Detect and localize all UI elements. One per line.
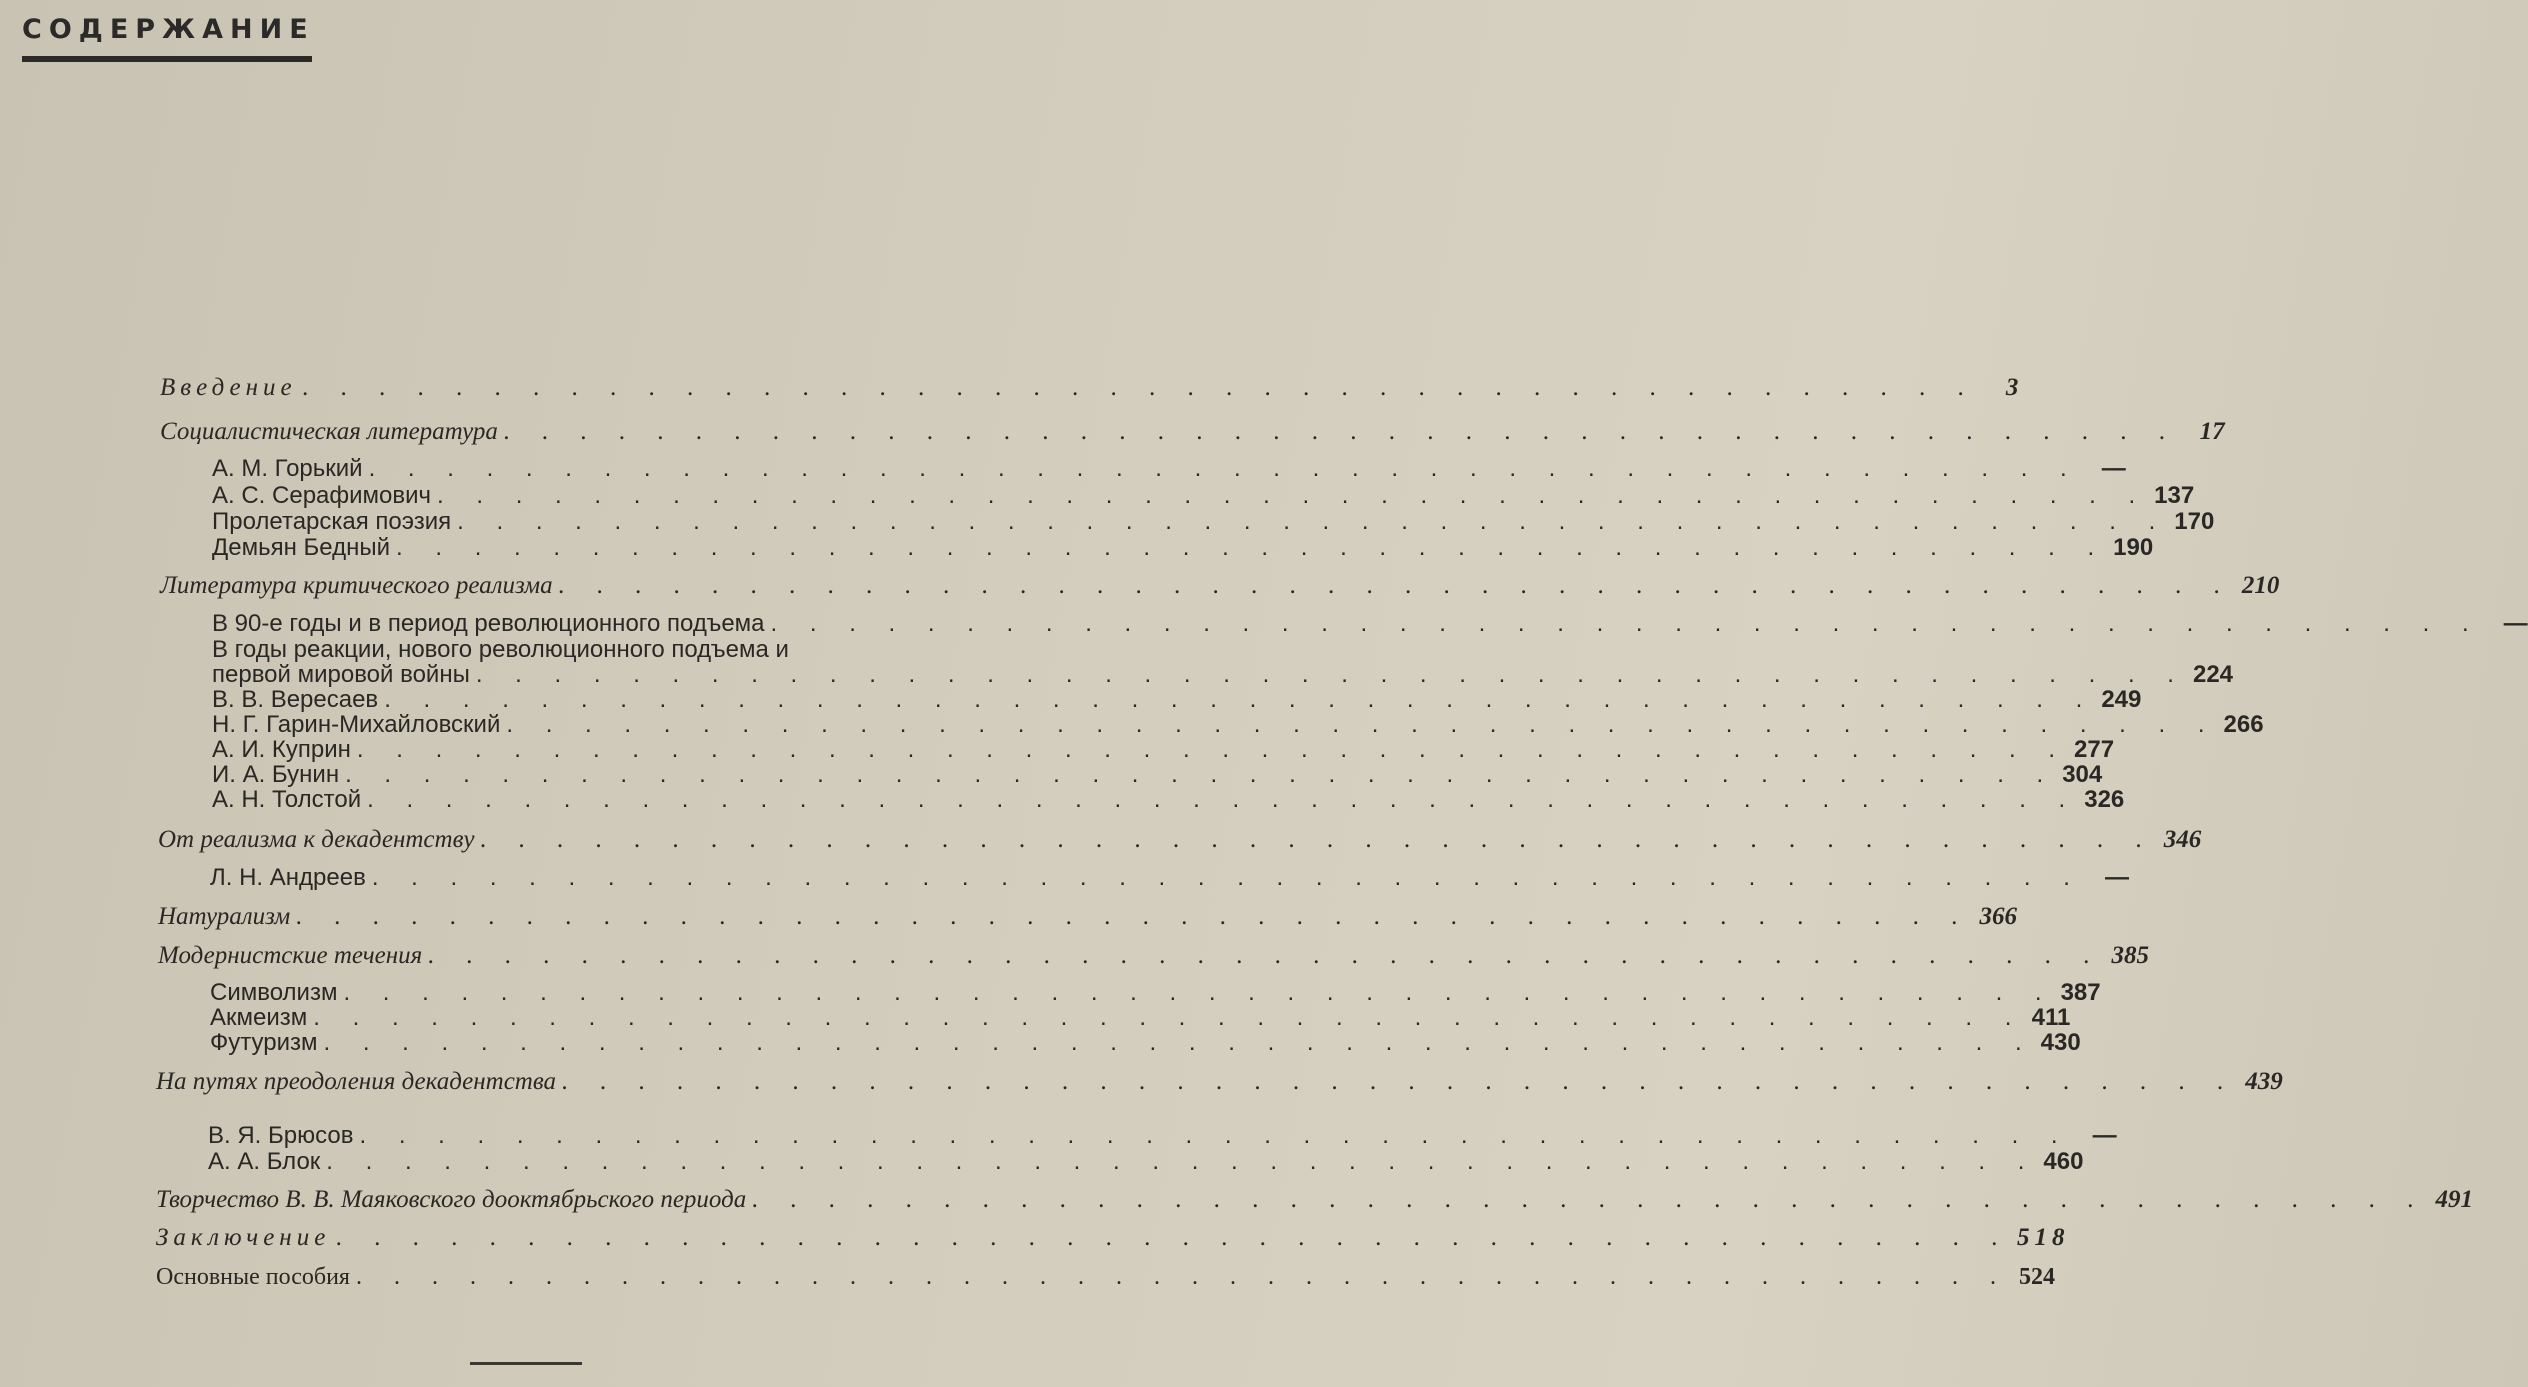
toc-entry-page: 346 <box>2163 826 2202 853</box>
leader-dots: . . . . . . . . . . . . . . . . . . . . . . . . . . . . . . . . . . . . . . . . . . . . <box>384 686 2096 713</box>
toc-entry-label: На путях преодоления декадентства <box>156 1068 557 1095</box>
toc-entry-page: 137 <box>2154 482 2195 509</box>
leader-dots: . . . . . . . . . . . . . . . . . . . . . . . . . . . . . . . . . . . . . . . . . . . . <box>336 1224 2012 1251</box>
toc-entry-main-references[interactable] <box>156 1264 2055 1291</box>
toc-entry-naturalism[interactable] <box>158 903 2017 931</box>
toc-entry-label: Л. Н. Андреев <box>210 864 366 891</box>
toc-entry-label: Натурализм <box>158 903 291 930</box>
toc-entry-label: Демьян Бедный <box>212 534 391 561</box>
leader-dots: . . . . . . . . . . . . . . . . . . . . . . . . . . . . . . . . . . . . . . . . . . . . <box>313 1004 2025 1031</box>
toc-entry-label: Н. Г. Гарин-Михайловский <box>212 711 501 738</box>
leader-dots: . . . . . . . . . . . . . . . . . . . . . . . . . . . . . . . . . . . . . . . . . . . . <box>326 1148 2038 1175</box>
toc-entry-futurism[interactable] <box>210 1029 2081 1057</box>
leader-dots: . . . . . . . . . . . . . . . . . . . . . . . . . . . . . . . . . . . . . . . . . . . . <box>367 786 2079 813</box>
toc-entry-page: 430 <box>2040 1029 2081 1056</box>
toc-entry-introduction[interactable] <box>160 374 2024 402</box>
toc-entry-socialist-literature[interactable] <box>160 418 2225 446</box>
toc-entry-page: 190 <box>2113 534 2154 561</box>
toc-entry-gorky[interactable] <box>212 455 2126 483</box>
toc-entry-page: 3 <box>2005 374 2024 401</box>
leader-dots: . . . . . . . . . . . . . . . . . . . . . . . . . . . . . . . . . . . . . . . . . . . . <box>302 374 1978 401</box>
leader-dots: . . . . . . . . . . . . . . . . . . . . . . . . . . . . . . . . . . . . . . . . . . . . <box>475 661 2187 688</box>
toc-entry-label: И. А. Бунин <box>212 761 340 788</box>
leader-dots: . . . . . . . . . . . . . . . . . . . . . . . . . . . . . . . . . . . . . . . . . . . . <box>428 942 2103 969</box>
toc-entry-label: В. В. Вересаев <box>212 686 379 713</box>
toc-entry-page: 277 <box>2074 736 2115 763</box>
toc-entry-garin-mikhailovsky[interactable] <box>212 711 2264 739</box>
leader-dots: . . . . . . . . . . . . . . . . . . . . . . . . . . . . . . . . . . . . . . . . . . . . <box>503 418 2179 445</box>
toc-entry-page: 385 <box>2111 942 2149 969</box>
toc-entry-overcoming-decadence[interactable] <box>156 1068 2283 1096</box>
leader-dots: . . . . . . . . . . . . . . . . . . . . . . . . . . . . . . . . . . . . . . . . . . . . <box>345 761 2057 788</box>
toc-entry-page: 304 <box>2062 761 2103 788</box>
toc-entry-page: 326 <box>2084 786 2125 813</box>
toc-entry-label: А. С. Серафимович <box>212 482 432 509</box>
toc-entry-page: 411 <box>2031 1004 2071 1031</box>
toc-entry-conclusion[interactable] <box>156 1224 2070 1252</box>
toc-entry-veresaev[interactable] <box>212 686 2142 714</box>
toc-entry-page: 460 <box>2043 1148 2084 1175</box>
toc-entry-page: 17 <box>2199 418 2225 445</box>
toc-entry-blok[interactable] <box>208 1148 2084 1176</box>
leader-dots: . . . . . . . . . . . . . . . . . . . . . . . . . . . . . . . . . . . . . . . . . . . . <box>562 1068 2237 1095</box>
toc-entry-page: — <box>2104 864 2129 891</box>
toc-entry-page: 524 <box>2018 1264 2055 1290</box>
leader-dots: . . . . . . . . . . . . . . . . . . . . . . . . . . . . . . . . . . . . . . . . . . . . <box>396 534 2108 561</box>
toc-entry-label: Пролетарская поэзия <box>212 508 452 535</box>
leader-dots: . . . . . . . . . . . . . . . . . . . . . . . . . . . . . . . . . . . . . . . . . . . . <box>457 508 2169 535</box>
leader-dots: . . . . . . . . . . . . . . . . . . . . . . . . . . . . . . . . . . . . . . . . . . . . <box>355 1264 2009 1290</box>
toc-entry-page: 170 <box>2174 508 2215 535</box>
leader-dots: . . . . . . . . . . . . . . . . . . . . . . . . . . . . . . . . . . . . . . . . . . . . <box>437 482 2149 509</box>
leader-dots: . . . . . . . . . . . . . . . . . . . . . . . . . . . . . . . . . . . . . . . . . . . . <box>343 979 2055 1006</box>
toc-entry-90s[interactable] <box>212 610 2528 638</box>
toc-entry-tolstoy[interactable] <box>212 786 2125 814</box>
leader-dots: . . . . . . . . . . . . . . . . . . . . . . . . . . . . . . . . . . . . . . . . . . . . <box>506 711 2218 738</box>
toc-entry-label: первой мировой войны <box>212 661 470 688</box>
toc-entry-kuprin[interactable] <box>212 736 2115 764</box>
toc-entry-label: Основные пособия <box>156 1264 350 1290</box>
toc-entry-label: Модернистские течения <box>158 942 423 969</box>
page-title: СОДЕРЖАНИЕ <box>22 14 315 45</box>
toc-entry-page: 210 <box>2241 572 2280 599</box>
toc-entry-label: Символизм <box>210 979 338 1006</box>
toc-entry-label: От реализма к декадентству <box>158 826 475 853</box>
toc-entry-mayakovsky[interactable] <box>156 1186 2473 1214</box>
toc-entry-demyan-bedny[interactable] <box>212 534 2154 562</box>
toc-entry-acmeism[interactable] <box>210 1004 2071 1032</box>
toc-entry-reaction-line1: В годы реакции, нового революционного подъема и <box>212 636 789 663</box>
leader-dots: . . . . . . . . . . . . . . . . . . . . . . . . . . . . . . . . . . . . . . . . . . . . <box>368 455 2080 482</box>
toc-entry-page: 439 <box>2245 1068 2283 1095</box>
leader-dots: . . . . . . . . . . . . . . . . . . . . . . . . . . . . . . . . . . . . . . . . . . . . <box>480 826 2156 853</box>
toc-entry-proletarian-poetry[interactable] <box>212 508 2215 536</box>
toc-entry-label: А. И. Куприн <box>212 736 351 763</box>
toc-entry-label: В. Я. Брюсов <box>208 1122 354 1149</box>
toc-entry-label: Акмеизм <box>210 1004 308 1031</box>
bottom-divider <box>470 1362 582 1365</box>
toc-entry-page: 224 <box>2192 661 2234 688</box>
toc-entry-label: Творчество В. В. Маяковского дооктябрьского периода <box>156 1186 747 1213</box>
toc-entry-page: — <box>2092 1122 2117 1149</box>
toc-entry-page: 249 <box>2101 686 2142 713</box>
toc-entry-symbolism[interactable] <box>210 979 2101 1007</box>
toc-entry-page: 518 <box>2017 1224 2070 1251</box>
leader-dots: . . . . . . . . . . . . . . . . . . . . . . . . . . . . . . . . . . . . . . . . . . . . <box>323 1029 2035 1056</box>
toc-entry-andreev[interactable] <box>210 864 2129 892</box>
toc-entry-critical-realism[interactable] <box>160 572 2280 600</box>
toc-entry-page: — <box>2101 455 2126 482</box>
toc-entry-realism-to-decadence[interactable] <box>158 826 2202 854</box>
leader-dots: . . . . . . . . . . . . . . . . . . . . . . . . . . . . . . . . . . . . . . . . . . . . <box>296 903 1971 930</box>
leader-dots: . . . . . . . . . . . . . . . . . . . . . . . . . . . . . . . . . . . . . . . . . . . . <box>752 1186 2427 1213</box>
toc-entry-label: В 90-е годы и в период революционного подъема <box>212 610 765 637</box>
toc-entry-label: А. М. Горький <box>212 455 363 482</box>
toc-entry-bryusov[interactable] <box>208 1122 2117 1150</box>
leader-dots: . . . . . . . . . . . . . . . . . . . . . . . . . . . . . . . . . . . . . . . . . . . . <box>558 572 2234 599</box>
toc-entry-label: Футуризм <box>210 1029 318 1056</box>
toc-entry-page: 387 <box>2060 979 2101 1006</box>
toc-entry-label: А. Н. Толстой <box>212 786 362 813</box>
toc-entry-modernist-trends[interactable] <box>158 942 2149 970</box>
leader-dots: . . . . . . . . . . . . . . . . . . . . . . . . . . . . . . . . . . . . . . . . . . . . <box>371 864 2083 891</box>
toc-entry-label: Заключение <box>156 1224 331 1251</box>
toc-entry-page: 266 <box>2223 711 2264 738</box>
leader-dots: . . . . . . . . . . . . . . . . . . . . . . . . . . . . . . . . . . . . . . . . . . . . <box>359 1122 2071 1149</box>
leader-dots: . . . . . . . . . . . . . . . . . . . . . . . . . . . . . . . . . . . . . . . . . . . . <box>356 736 2069 763</box>
toc-entry-page: 366 <box>1979 903 2017 930</box>
leader-dots: . . . . . . . . . . . . . . . . . . . . . . . . . . . . . . . . . . . . . . . . . . . . <box>770 610 2482 637</box>
toc-entry-serafimovich[interactable] <box>212 482 2195 510</box>
toc-entry-bunin[interactable] <box>212 761 2103 789</box>
toc-entry-reaction-years[interactable] <box>212 661 2234 689</box>
toc-entry-label: Социалистическая литература <box>160 418 498 445</box>
toc-entry-page: — <box>2503 610 2528 637</box>
toc-entry-label: А. А. Блок <box>208 1148 321 1175</box>
toc-entry-page: 491 <box>2435 1186 2473 1213</box>
toc-entry-label: Введение <box>160 374 297 401</box>
toc-entry-label: Литература критического реализма <box>160 572 553 599</box>
